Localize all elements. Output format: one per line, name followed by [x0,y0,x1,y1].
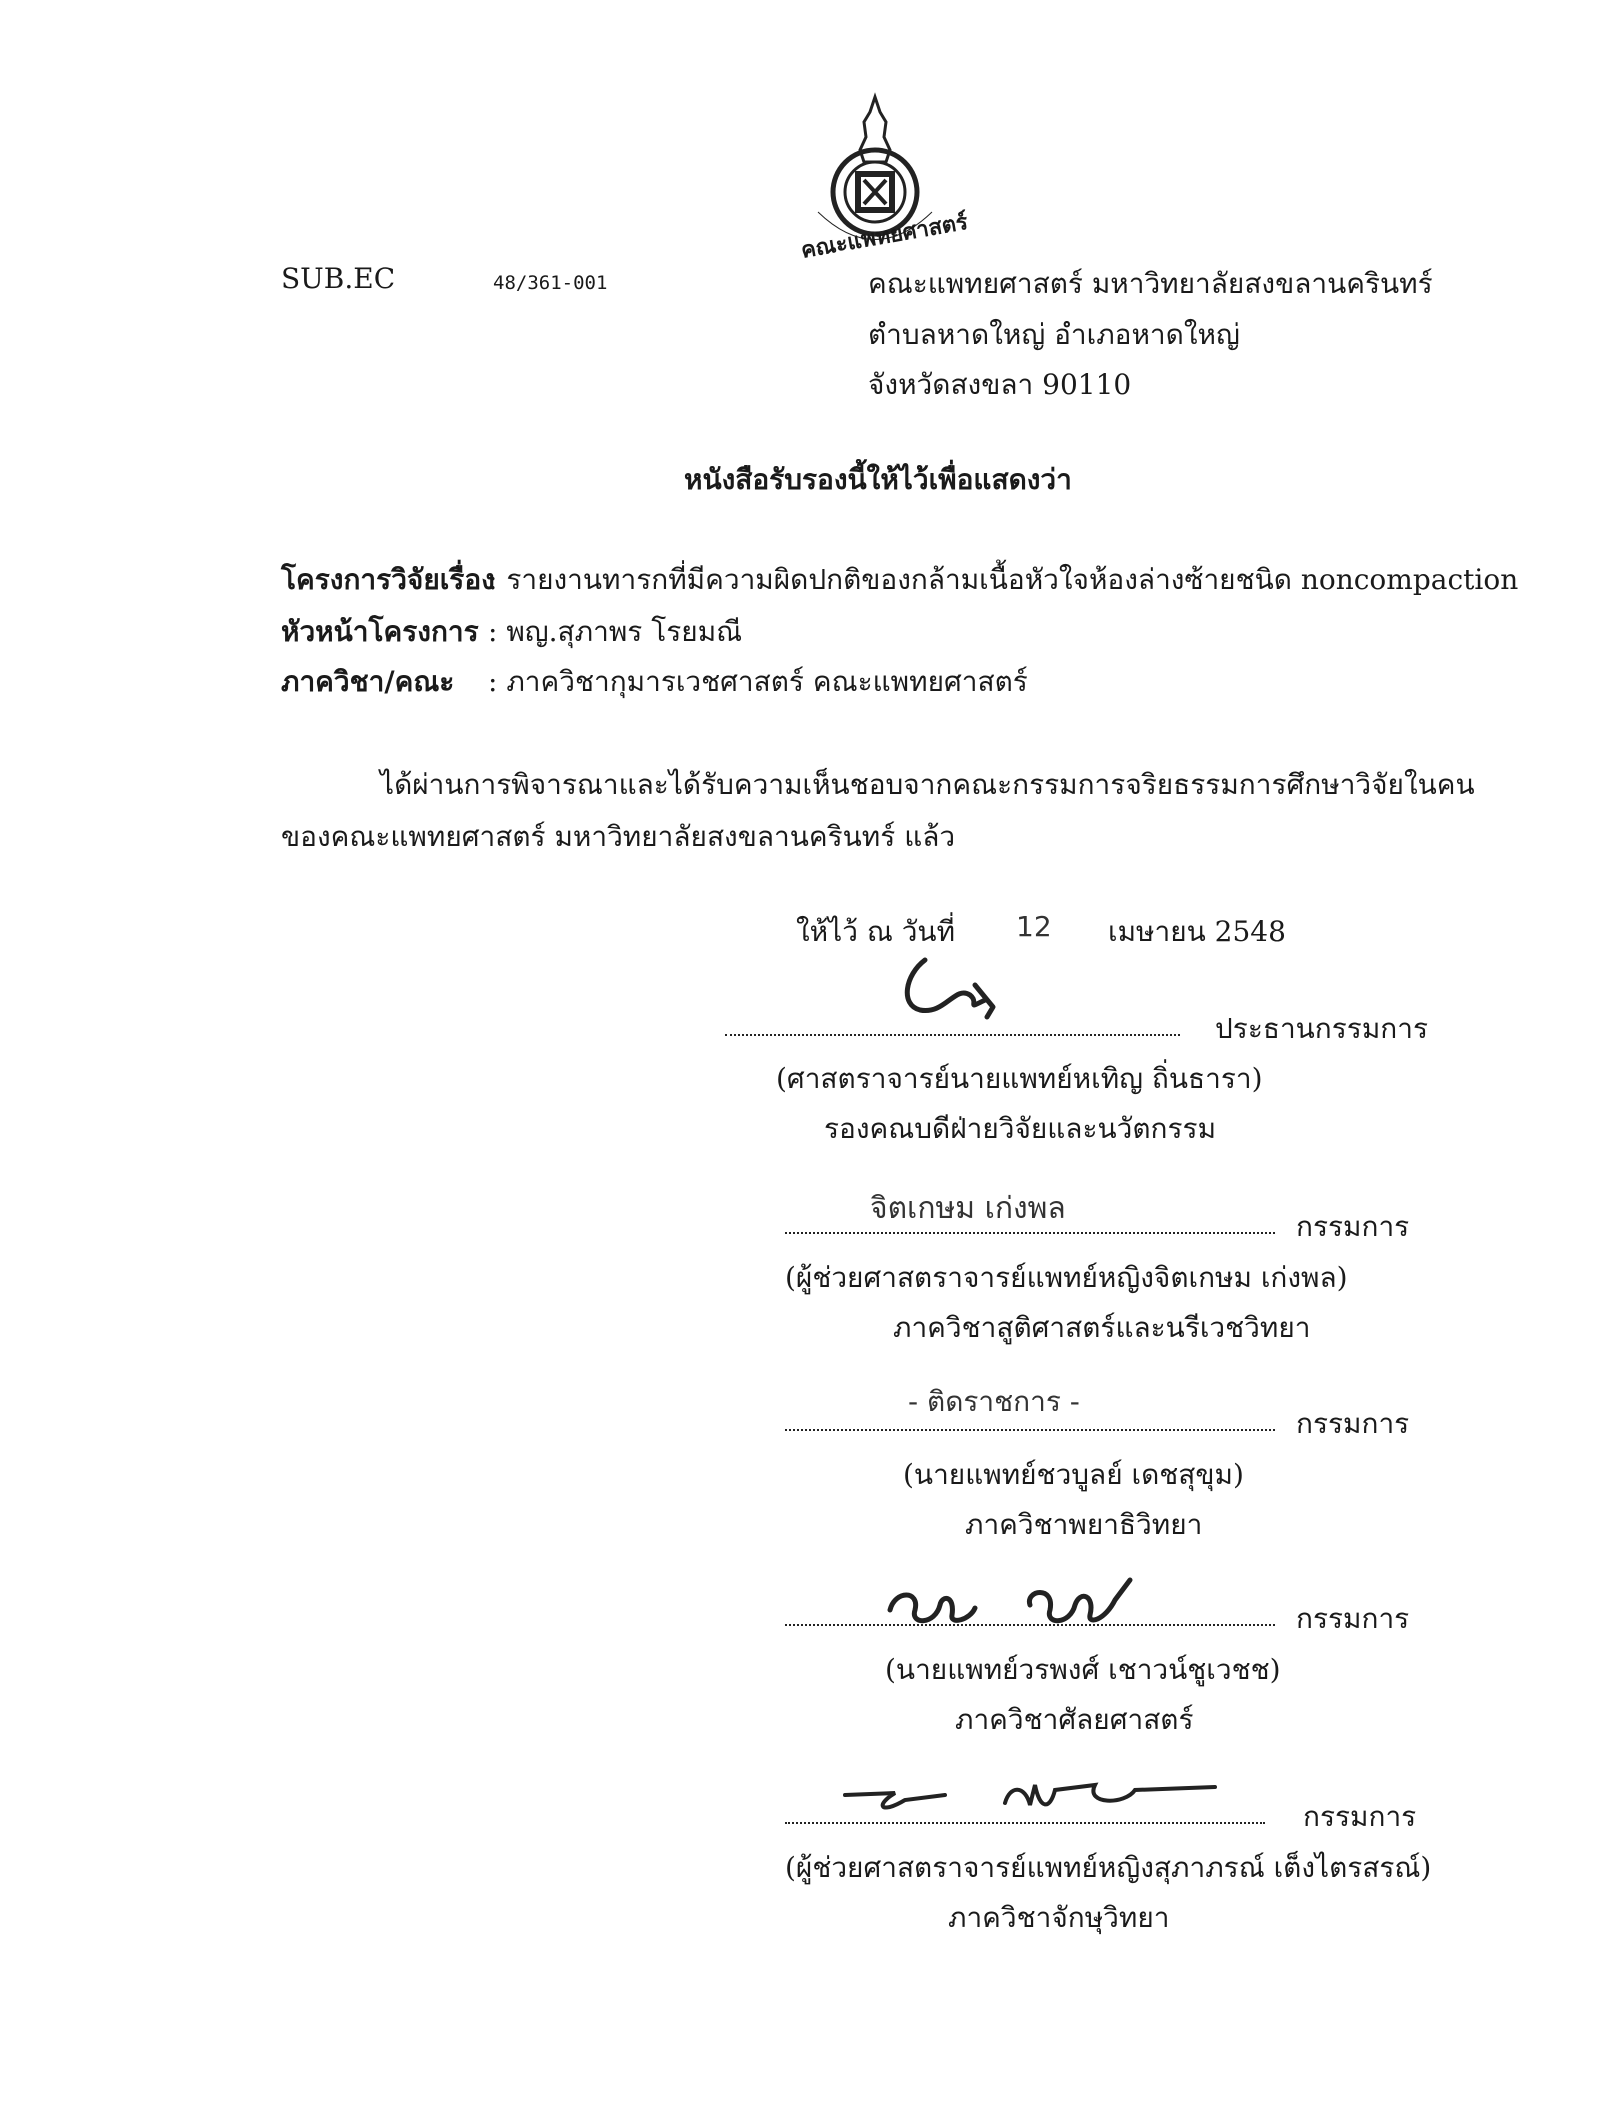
document-title: หนังสือรับรองนี้ให้ไว้เพื่อแสดงว่า [684,463,1072,496]
project-head-label: หัวหน้าโครงการ [281,615,479,648]
signature-line-3 [785,1429,1275,1431]
reference-number: 48/361-001 [493,272,608,294]
chairman-position: รองคณบดีฝ่ายวิจัยและนวัตกรรม [824,1112,1217,1145]
role-member-2: กรรมการ [1296,1210,1410,1243]
member-2-position: ภาควิชาสูติศาสตร์และนรีเวชวิทยา [893,1311,1311,1344]
seal-caption: คณะแพทยศาสตร์ [799,209,970,264]
address-line-3: จังหวัดสงขลา 90110 [868,368,1132,401]
date-prefix: ให้ไว้ ณ วันที่ [796,915,956,948]
role-member-3: กรรมการ [1296,1407,1410,1440]
signature-line-2 [785,1232,1275,1234]
member-3-position: ภาควิชาพยาธิวิทยา [965,1508,1203,1541]
signature-line-1 [725,1034,1180,1036]
approval-text-line-2: ของคณะแพทยศาสตร์ มหาวิทยาลัยสงขลานครินทร์ แล้ว [281,820,956,853]
handwritten-name-2: จิตเกษม เก่งพล [870,1191,1066,1226]
signature-line-5 [785,1822,1265,1824]
member-4-position: ภาควิชาศัลยศาสตร์ [955,1703,1194,1736]
member-5-signature [835,1765,1255,1825]
reference-label: SUB.EC [281,262,396,295]
member-4-signature [880,1570,1210,1640]
chairman-name: (ศาสตราจารย์นายแพทย์หเทิญ ถิ่นธารา) [776,1062,1263,1095]
department-value: : ภาควิชากุมารเวชศาสตร์ คณะแพทยศาสตร์ [488,665,1028,698]
date-month-year: เมษายน 2548 [1108,915,1286,948]
project-head-value: : พญ.สุภาพร โรยมณี [488,615,743,648]
member-3-name: (นายแพทย์ชวบูลย์ เดชสุขุม) [903,1458,1244,1491]
signature-line-4 [785,1624,1275,1626]
role-chairman: ประธานกรรมการ [1215,1012,1429,1045]
member-5-position: ภาควิชาจักษุวิทยา [948,1901,1170,1934]
project-title-label: โครงการวิจัยเรื่อง [281,563,495,596]
member-2-name: (ผู้ช่วยศาสตราจารย์แพทย์หญิงจิตเกษม เก่งพล) [785,1261,1348,1294]
university-seal [799,92,970,264]
role-member-4: กรรมการ [1296,1602,1410,1635]
approval-text-line-1: ได้ผ่านการพิจารณาและได้รับความเห็นชอบจากคณะกรรมการจริยธรรมการศึกษาวิจัยในคน [380,768,1475,801]
project-title-value: : รายงานทารกที่มีความผิดปกติของกล้ามเนื้อหัวใจห้องล่างซ้ายชนิด noncompaction [488,563,1519,596]
department-label: ภาควิชา/คณะ [281,665,455,698]
date-day: 12 [1016,910,1052,943]
role-member-5: กรรมการ [1303,1800,1417,1833]
member-5-name: (ผู้ช่วยศาสตราจารย์แพทย์หญิงสุภาภรณ์ เต็งไตรสรณ์) [785,1851,1432,1884]
handwritten-note-3: - ติดราชการ - [908,1385,1080,1418]
address-line-1: คณะแพทยศาสตร์ มหาวิทยาลัยสงขลานครินทร์ [868,267,1433,300]
address-line-2: ตำบลหาดใหญ่ อำเภอหาดใหญ่ [868,318,1240,351]
member-4-name: (นายแพทย์วรพงศ์ เชาวน์ชูเวชช) [885,1653,1281,1686]
chairman-signature [895,955,1005,1025]
